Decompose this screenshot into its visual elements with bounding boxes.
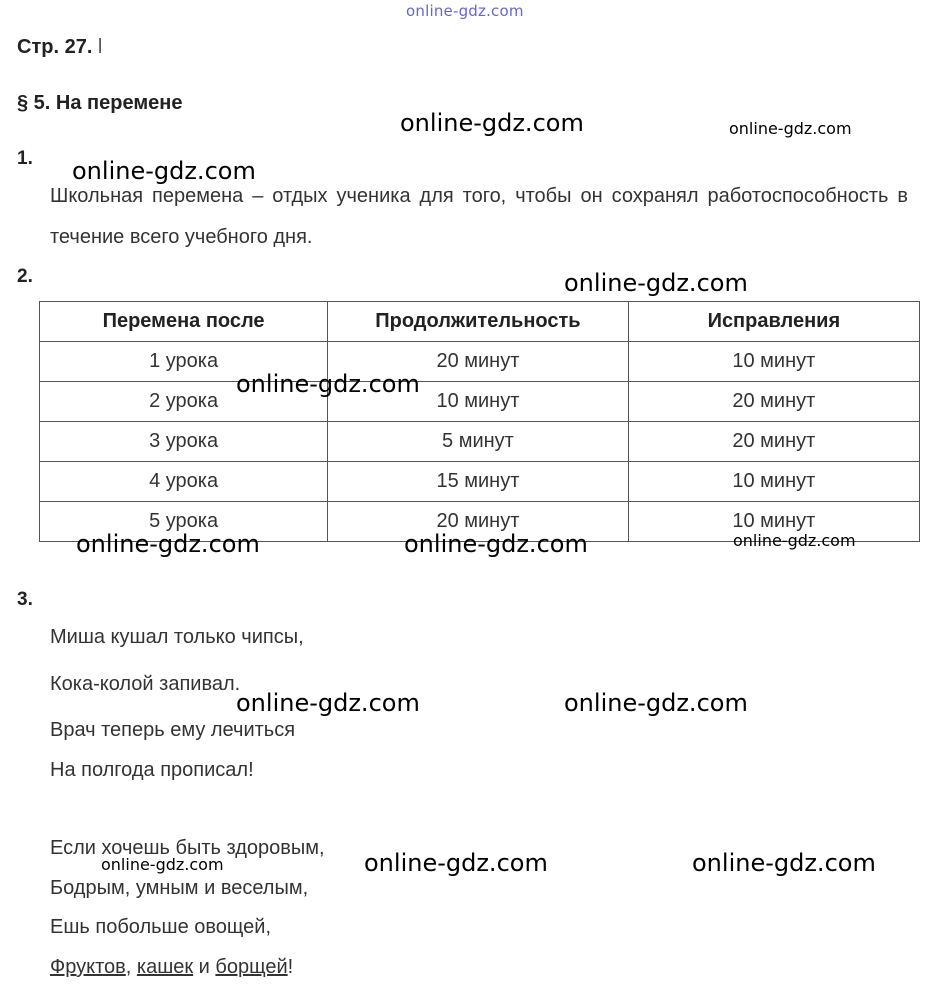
watermark: online-gdz.com: [564, 689, 748, 717]
separator: ,: [125, 956, 137, 978]
watermark-top: online-gdz.com: [406, 2, 524, 20]
table-cell: 20 минут: [328, 502, 629, 542]
table-cell: 20 минут: [628, 382, 919, 422]
table-cell: 10 минут: [328, 382, 629, 422]
watermark: online-gdz.com: [76, 530, 260, 558]
watermark: online-gdz.com: [729, 119, 852, 138]
poem-line: Врач теперь ему лечиться: [50, 719, 296, 741]
watermark: online-gdz.com: [692, 849, 876, 877]
separator: и: [193, 956, 216, 978]
table-cell: 5 минут: [328, 422, 629, 462]
table-header-cell: Исправления: [628, 302, 919, 342]
table-header-cell: Продолжительность: [328, 302, 629, 342]
exclamation: !: [287, 956, 294, 978]
watermark: online-gdz.com: [364, 849, 548, 877]
watermark: online-gdz.com: [400, 109, 584, 137]
table-cell: 10 минут: [628, 502, 919, 542]
task1-text: Школьная перемена – отдых ученика для того, чтобы он сохранял работоспособность в течение всего учебного дня.: [50, 185, 908, 248]
poem-line: Миша кушал только чипсы,: [50, 626, 304, 648]
poem-line: Бодрым, умным и веселым,: [50, 877, 309, 899]
word-porridge: кашек: [136, 956, 194, 978]
table-row: [40, 462, 920, 502]
task2-number: 2.: [17, 266, 33, 287]
poem-line: Ешь побольше овощей,: [50, 916, 271, 938]
word-fruits: Фруктов: [50, 956, 126, 978]
table-cell: 4 урока: [40, 462, 328, 502]
poem-line: Если хочешь быть здоровым,: [50, 837, 325, 859]
poem-line: Кока-колой запивал.: [50, 673, 241, 695]
table-row: [40, 422, 920, 462]
table-cell: 20 минут: [628, 422, 919, 462]
table-header-cell: Перемена после: [40, 302, 328, 342]
table-row: [40, 342, 920, 382]
task3-number: 3.: [17, 589, 33, 610]
breaks-table: [39, 301, 920, 542]
table-row: [40, 382, 920, 422]
watermark: online-gdz.com: [733, 531, 856, 550]
watermark: online-gdz.com: [404, 530, 588, 558]
page-heading: Стр. 27. l: [17, 36, 103, 58]
table-cell: 1 урока: [40, 342, 328, 382]
table-cell: 2 урока: [40, 382, 328, 422]
watermark: online-gdz.com: [72, 157, 256, 185]
table-header-row: [40, 302, 920, 342]
table-cell: 3 урока: [40, 422, 328, 462]
watermark: online-gdz.com: [564, 269, 748, 297]
watermark: online-gdz.com: [236, 689, 420, 717]
table-cell: 20 минут: [328, 342, 629, 382]
section-heading: § 5. На перемене: [17, 92, 183, 114]
watermark: online-gdz.com: [236, 370, 420, 398]
table-cell: 10 минут: [628, 462, 919, 502]
watermark: online-gdz.com: [101, 855, 224, 874]
table-cell: 5 урока: [40, 502, 328, 542]
poem-line: На полгода прописал!: [50, 759, 254, 781]
word-borscht: борщей: [215, 956, 288, 978]
table-cell: 15 минут: [328, 462, 629, 502]
table-cell: 10 минут: [628, 342, 919, 382]
poem-last-line: [50, 956, 293, 979]
task1-number: 1.: [17, 148, 33, 169]
